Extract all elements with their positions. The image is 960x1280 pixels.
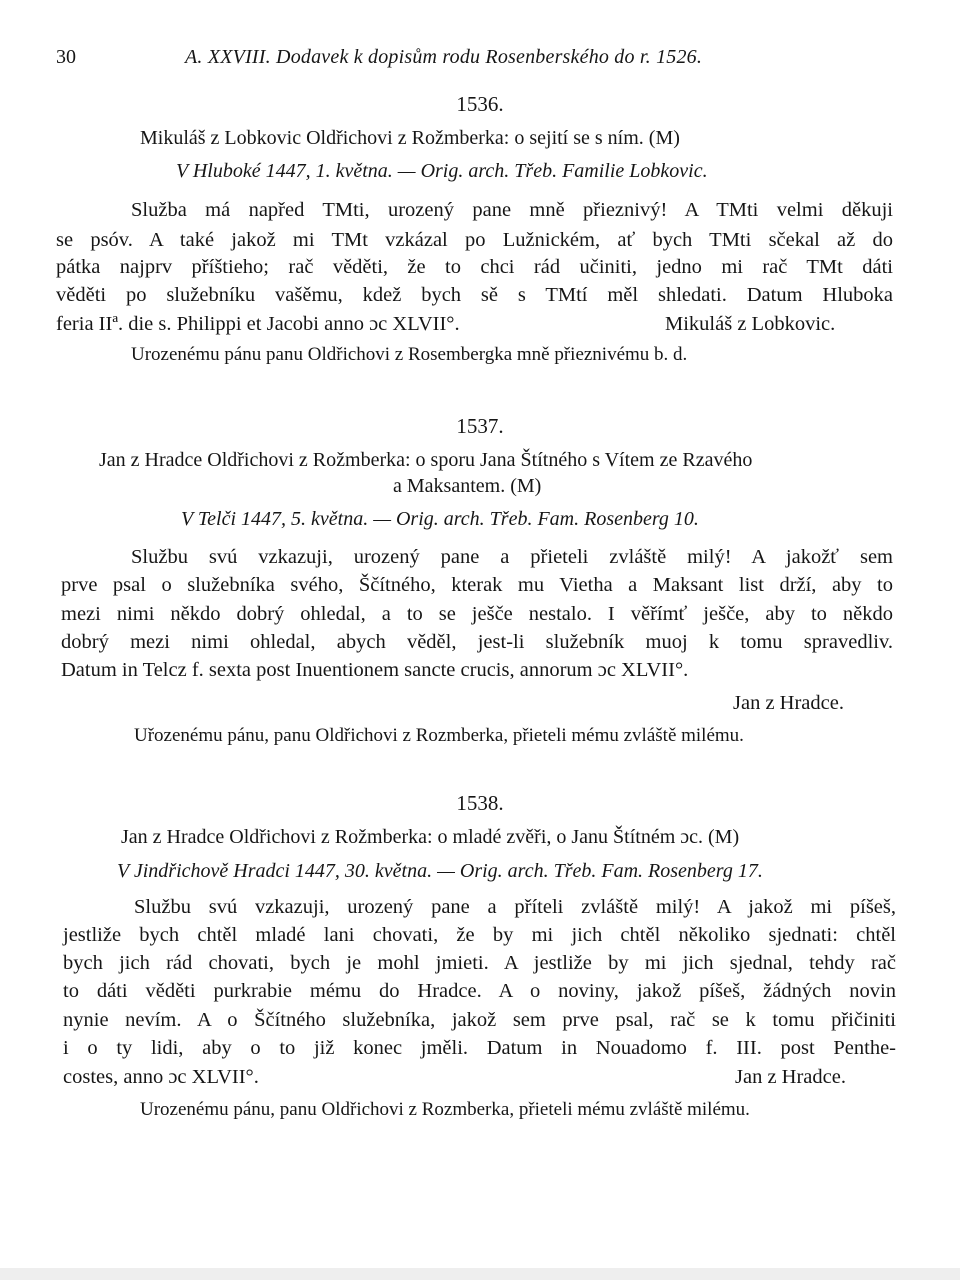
letter-number: 1537. bbox=[456, 414, 504, 438]
letter-address: Uřozenému pánu, panu Oldřichovi z Rozmberka, přieteli mému zvláště milému. bbox=[134, 725, 744, 746]
letter-body-line: nynie nevím. A o Ščítného služebníka, jakož sem prve psal, rač se k tomu přičiniti bbox=[63, 1009, 896, 1031]
running-head: A. XXVIII. Dodavek k dopisům rodu Rosenberského do r. 1526. bbox=[185, 46, 703, 68]
page-bottom-edge bbox=[0, 1268, 960, 1280]
letter-body-line: bych jich rád chovati, bych je mohl jmieti. A jestliže by mi jich sjednal, tehdy rač bbox=[63, 952, 896, 974]
letter-body-line: se psóv. A také jakož mi TMt vzkázal po Lužnickém, ať bych TMti sčekal až do bbox=[56, 229, 893, 251]
letter-heading: Mikuláš z Lobkovic Oldřichovi z Rožmberka: o sejití se s ním. (M) bbox=[140, 127, 680, 149]
letter-body-line: feria IIª. die s. Philippi et Jacobi anno ɔc XLVII°. bbox=[56, 313, 460, 335]
letter-address: Urozenému pánu, panu Oldřichovi z Rozmberka, přieteli mému zvláště milému. bbox=[140, 1099, 750, 1120]
page-number: 30 bbox=[56, 46, 76, 68]
letter-number: 1538. bbox=[456, 791, 504, 815]
letter-heading: Jan z Hradce Oldřichovi z Rožmberka: o mladé zvěři, o Janu Štítném ɔc. (M) bbox=[121, 826, 740, 848]
letter-body-line: dobrý mezi nimi ohledal, abych věděl, jest-li služebník muoj k tomu spravedliv. bbox=[61, 631, 893, 653]
letter-heading: a Maksantem. (M) bbox=[393, 475, 542, 497]
letter-body-line: Službu svú vzkazuji, urozený pane a příteli zvláště milý! A jakož mi píšeš, bbox=[134, 896, 896, 918]
letter-number: 1536. bbox=[456, 92, 504, 116]
letter-date-line: V Hluboké 1447, 1. května. — Orig. arch. Třeb. Familie Lobkovic. bbox=[176, 160, 708, 182]
letter-body-line: costes, anno ɔc XLVII°. bbox=[63, 1066, 259, 1088]
letter-heading: Jan z Hradce Oldřichovi z Rožmberka: o sporu Jana Štítného s Vítem ze Rzavého bbox=[99, 449, 753, 471]
letter-body-line: věděti po služebníku vašěmu, kdež bych sě s TMtí měl shledati. Datum Hluboka bbox=[56, 284, 893, 306]
letter-body-line: prve psal o služebníka svého, Ščítného, kterak mu Vietha a Maksant list drží, aby to bbox=[61, 574, 893, 596]
letter-body-line: mezi nimi někdo dobrý ohledal, a to se ješče nestalo. I věřímť ješče, aby to někdo bbox=[61, 603, 893, 625]
letter-body-line: Datum in Telcz f. sexta post Inuentionem sancte crucis, annorum ɔc XLVII°. bbox=[61, 659, 689, 681]
letter-address: Urozenému pánu panu Oldřichovi z Rosembergka mně přieznivému b. d. bbox=[131, 344, 688, 365]
letter-body-line: Službu svú vzkazuji, urozený pane a přieteli zvláště milý! A jakožť sem bbox=[131, 546, 893, 568]
letter-body-line: jestliže bych chtěl mladé lani chovati, že by mi jich chtěl několiko sjednati: chtěl bbox=[63, 924, 896, 946]
letter-date-line: V Telči 1447, 5. května. — Orig. arch. Třeb. Fam. Rosenberg 10. bbox=[181, 508, 699, 530]
letter-date-line: V Jindřichově Hradci 1447, 30. května. — Orig. arch. Třeb. Fam. Rosenberg 17. bbox=[117, 860, 763, 882]
letter-signature: Mikuláš z Lobkovic. bbox=[665, 313, 836, 335]
letter-body-line: i o ty lidi, aby o to již konec jměli. Datum in Nouadomo f. III. post Penthe- bbox=[63, 1037, 896, 1059]
letter-body-line: pátka najprv příštieho; rač věděti, že to chci rád učiniti, jedno mi rač TMt dáti bbox=[56, 256, 893, 278]
letter-signature: Jan z Hradce. bbox=[733, 692, 844, 714]
letter-body-line: to dáti věděti purkrabie mému do Hradce. A o noviny, jakož píšeš, žádných novin bbox=[63, 980, 896, 1002]
letter-body-line: Služba má napřed TMti, urozený pane mně přieznivý! A TMti velmi děkuji bbox=[131, 199, 893, 221]
letter-signature: Jan z Hradce. bbox=[735, 1066, 846, 1088]
